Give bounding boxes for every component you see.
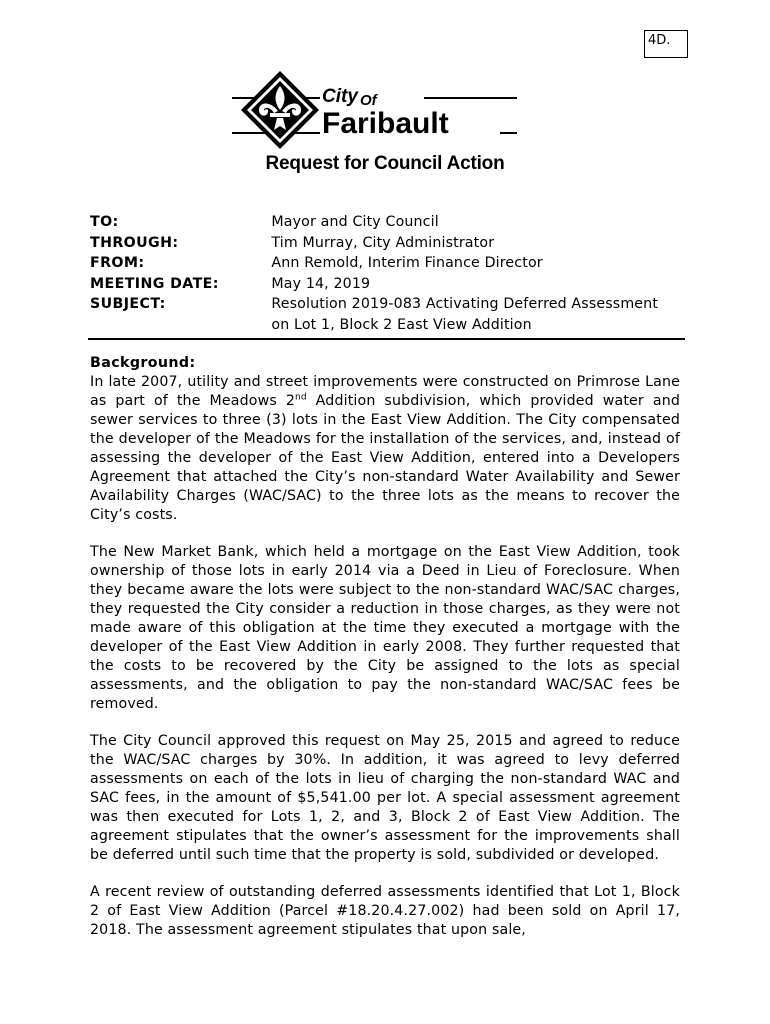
through-label: THROUGH: (90, 234, 179, 251)
background-paragraph-3: The City Council approved this request on May 25, 2015 and agreed to reduce the WAC/SAC charges by 30%. In addition, it was agreed to levy deferred assessments on each of the lots in lieu of charging the non-standard WAC and SAC fees, in the amount of $5,541.00 per lot. A special assessment agreement was then executed for Lots 1, 2, and 3, Block 2 of East View Addition. The agreement stipulates that the owner’s assessment for the improvements shall be deferred until such time that the property is sold, subdivided or developed. (90, 733, 680, 863)
from-label: FROM: (90, 255, 145, 271)
subject-line-2: on Lot 1, Block 2 East View Addition (271, 316, 532, 333)
background-heading: Background: (90, 355, 196, 371)
subject-row (90, 294, 690, 335)
from-value: Ann Remold, Interim Finance Director (271, 255, 543, 271)
meeting-date-label: MEETING DATE: (90, 275, 219, 292)
subject-value (271, 294, 690, 335)
ordinal-suffix: nd (295, 392, 307, 403)
header-divider (88, 338, 685, 340)
to-row (90, 212, 690, 233)
through-row (90, 233, 690, 254)
logo-name-text: Faribault (322, 107, 449, 140)
from-row (90, 253, 690, 274)
meeting-date-row (90, 274, 690, 295)
page-title: Request for Council Action (265, 153, 505, 174)
to-value: Mayor and City Council (271, 214, 439, 230)
city-logo (230, 70, 520, 150)
logo-of-text: Of (360, 92, 377, 109)
agenda-item-tag: 4D. (644, 30, 688, 58)
meeting-date-value: May 14, 2019 (271, 275, 371, 292)
logo-city-text: City (322, 86, 358, 107)
background-paragraph-1 (90, 373, 680, 525)
fleur-de-lis-icon (230, 70, 520, 150)
paragraph-1-text-b: Addition subdivision, which provided water and sewer services to three (3) lots in the East View Addition. The City compensated the developer of the Meadows for the installation of the services, and, instead of assessing the developer of the East View Addition, entered into a Developers Agreement that attached the City’s non-standard Water Availability and Sewer Availability Charges (WAC/SAC) to the three lots as the means to recover the City’s costs. (90, 393, 680, 523)
paragraph-1-text-a: In late 2007, utility and street improvements were constructed on Primrose Lane as part of the Meadows 2 (90, 374, 680, 409)
to-label: TO: (90, 214, 119, 230)
background-paragraph-4: A recent review of outstanding deferred assessments identified that Lot 1, Block 2 of East View Addition (Parcel #18.20.4.27.002) had been sold on April 17, 2018. The assessment agreement stipulates that upon sale, (90, 884, 680, 938)
memo-header (90, 212, 690, 335)
subject-line-1: Resolution 2019-083 Activating Deferred Assessment (271, 296, 659, 312)
subject-label: SUBJECT: (90, 296, 166, 312)
background-section (90, 354, 680, 958)
through-value: Tim Murray, City Administrator (271, 234, 495, 251)
background-paragraph-2: The New Market Bank, which held a mortgage on the East View Addition, took ownership of those lots in early 2014 via a Deed in Lieu of Foreclosure. When they became aware the lots were subject to the non-standard WAC/SAC charges, they requested the City consider a reduction in those charges, as they were not made aware of this obligation at the time they executed a mortgage with the developer of the East View Addition in early 2008. They further requested that the costs to be recovered by the City be assigned to the lots as special assessments, and the obligation to pay the non-standard WAC/SAC fees be removed. (90, 544, 680, 712)
